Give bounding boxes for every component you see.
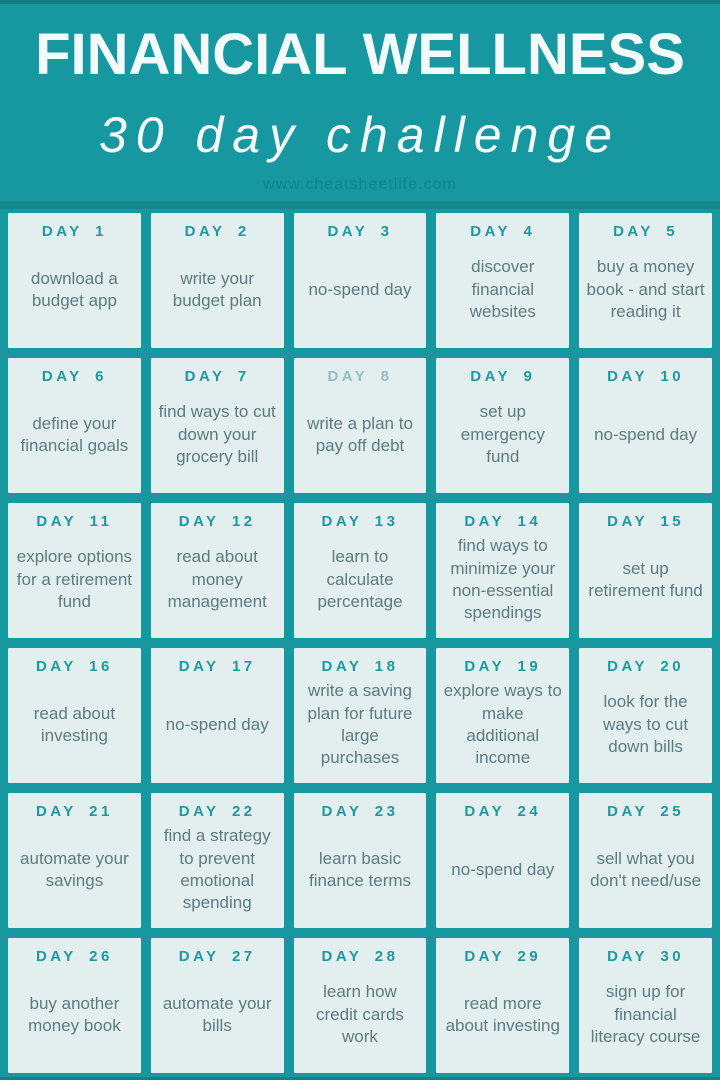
day-label: DAY 16	[35, 658, 113, 675]
day-label: DAY 3	[327, 223, 393, 240]
day-label: DAY 18	[321, 658, 399, 675]
day-label: DAY 21	[35, 803, 113, 820]
day-label: DAY 5	[613, 223, 679, 240]
day-task: set up emergency fund	[460, 402, 545, 467]
challenge-grid	[0, 209, 720, 1073]
day-task: sign up for financial literacy course	[590, 982, 701, 1047]
day-label: DAY 22	[178, 803, 256, 820]
day-task: read more about investing	[445, 993, 560, 1035]
day-label: DAY 12	[178, 513, 256, 530]
poster-subtitle: 30 day challenge	[98, 107, 622, 163]
day-label: DAY 29	[464, 948, 542, 965]
day-label: DAY 4	[470, 223, 536, 240]
day-task: automate your bills	[162, 993, 272, 1035]
day-label: DAY 17	[178, 658, 256, 675]
day-label: DAY 8	[327, 368, 393, 385]
day-cell	[579, 793, 712, 928]
day-label: DAY 9	[470, 368, 536, 385]
day-cell	[436, 938, 569, 1073]
day-task: no-spend day	[594, 424, 698, 444]
watermark-url: www.cheatsheetlife.com	[263, 176, 457, 193]
day-cell	[294, 648, 427, 783]
day-label: DAY 11	[36, 513, 113, 530]
day-cell	[436, 213, 569, 348]
day-cell	[8, 358, 141, 493]
day-task: find ways to cut down your grocery bill	[158, 402, 276, 467]
day-task: sell what you don't need/use	[590, 848, 702, 890]
day-label: DAY 10	[607, 368, 685, 385]
day-cell	[8, 793, 141, 928]
day-task: find a strategy to prevent emotional spending	[163, 826, 271, 913]
day-cell	[151, 938, 284, 1073]
day-label: DAY 27	[178, 948, 256, 965]
day-label: DAY 15	[607, 513, 685, 530]
day-task: find ways to minimize your non-essential spendings	[450, 536, 556, 623]
day-task: set up retirement fund	[588, 558, 703, 600]
day-task: buy a money book - and start reading it	[586, 257, 705, 322]
day-cell	[294, 793, 427, 928]
day-task: no-spend day	[165, 714, 269, 734]
day-cell	[436, 793, 569, 928]
day-cell	[8, 648, 141, 783]
day-cell	[151, 503, 284, 638]
day-label: DAY 7	[184, 368, 250, 385]
day-label: DAY 13	[321, 513, 399, 530]
day-cell	[579, 503, 712, 638]
day-cell	[436, 648, 569, 783]
day-task: learn basic finance terms	[308, 848, 412, 890]
day-label: DAY 26	[35, 948, 113, 965]
day-task: learn how credit cards work	[316, 982, 404, 1047]
day-cell	[294, 213, 427, 348]
day-cell	[151, 648, 284, 783]
day-task: explore ways to make additional income	[443, 681, 562, 768]
day-task: learn to calculate percentage	[317, 547, 403, 612]
day-task: discover financial websites	[469, 257, 536, 322]
day-cell	[294, 358, 427, 493]
day-task: define your financial goals	[20, 413, 129, 455]
day-task: write a plan to pay off debt	[307, 413, 413, 455]
day-cell	[294, 938, 427, 1073]
day-label: DAY 14	[464, 513, 542, 530]
day-task: buy another money book	[28, 993, 121, 1035]
day-cell	[579, 358, 712, 493]
poster-title: FINANCIAL WELLNESS	[35, 22, 685, 87]
day-cell	[436, 503, 569, 638]
day-task: write a saving plan for future large purchases	[307, 681, 413, 768]
day-label: DAY 23	[321, 803, 399, 820]
day-label: DAY 30	[607, 948, 685, 965]
day-label: DAY 6	[41, 368, 107, 385]
day-task: automate your savings	[20, 848, 129, 890]
day-task: no-spend day	[308, 279, 412, 299]
day-label: DAY 2	[184, 223, 250, 240]
day-label: DAY 25	[607, 803, 685, 820]
day-label: DAY 19	[464, 658, 542, 675]
day-cell	[8, 938, 141, 1073]
day-label: DAY 24	[464, 803, 542, 820]
day-label: DAY 28	[321, 948, 399, 965]
day-task: write your budget plan	[172, 268, 262, 310]
day-task: no-spend day	[451, 859, 555, 879]
day-cell	[8, 213, 141, 348]
day-label: DAY 20	[607, 658, 685, 675]
day-cell	[579, 648, 712, 783]
day-cell	[579, 213, 712, 348]
day-cell	[8, 503, 141, 638]
day-cell	[151, 358, 284, 493]
poster-header	[0, 4, 720, 194]
day-cell	[436, 358, 569, 493]
day-label: DAY 1	[41, 223, 107, 240]
grid-divider	[0, 201, 720, 209]
day-task: explore options for a retirement fund	[16, 547, 133, 612]
day-task: read about money management	[167, 547, 267, 612]
day-cell	[294, 503, 427, 638]
day-task: look for the ways to cut down bills	[603, 692, 689, 757]
day-cell	[579, 938, 712, 1073]
day-cell	[151, 793, 284, 928]
day-task: read about investing	[33, 703, 116, 745]
day-cell	[151, 213, 284, 348]
day-task: download a budget app	[30, 268, 118, 310]
